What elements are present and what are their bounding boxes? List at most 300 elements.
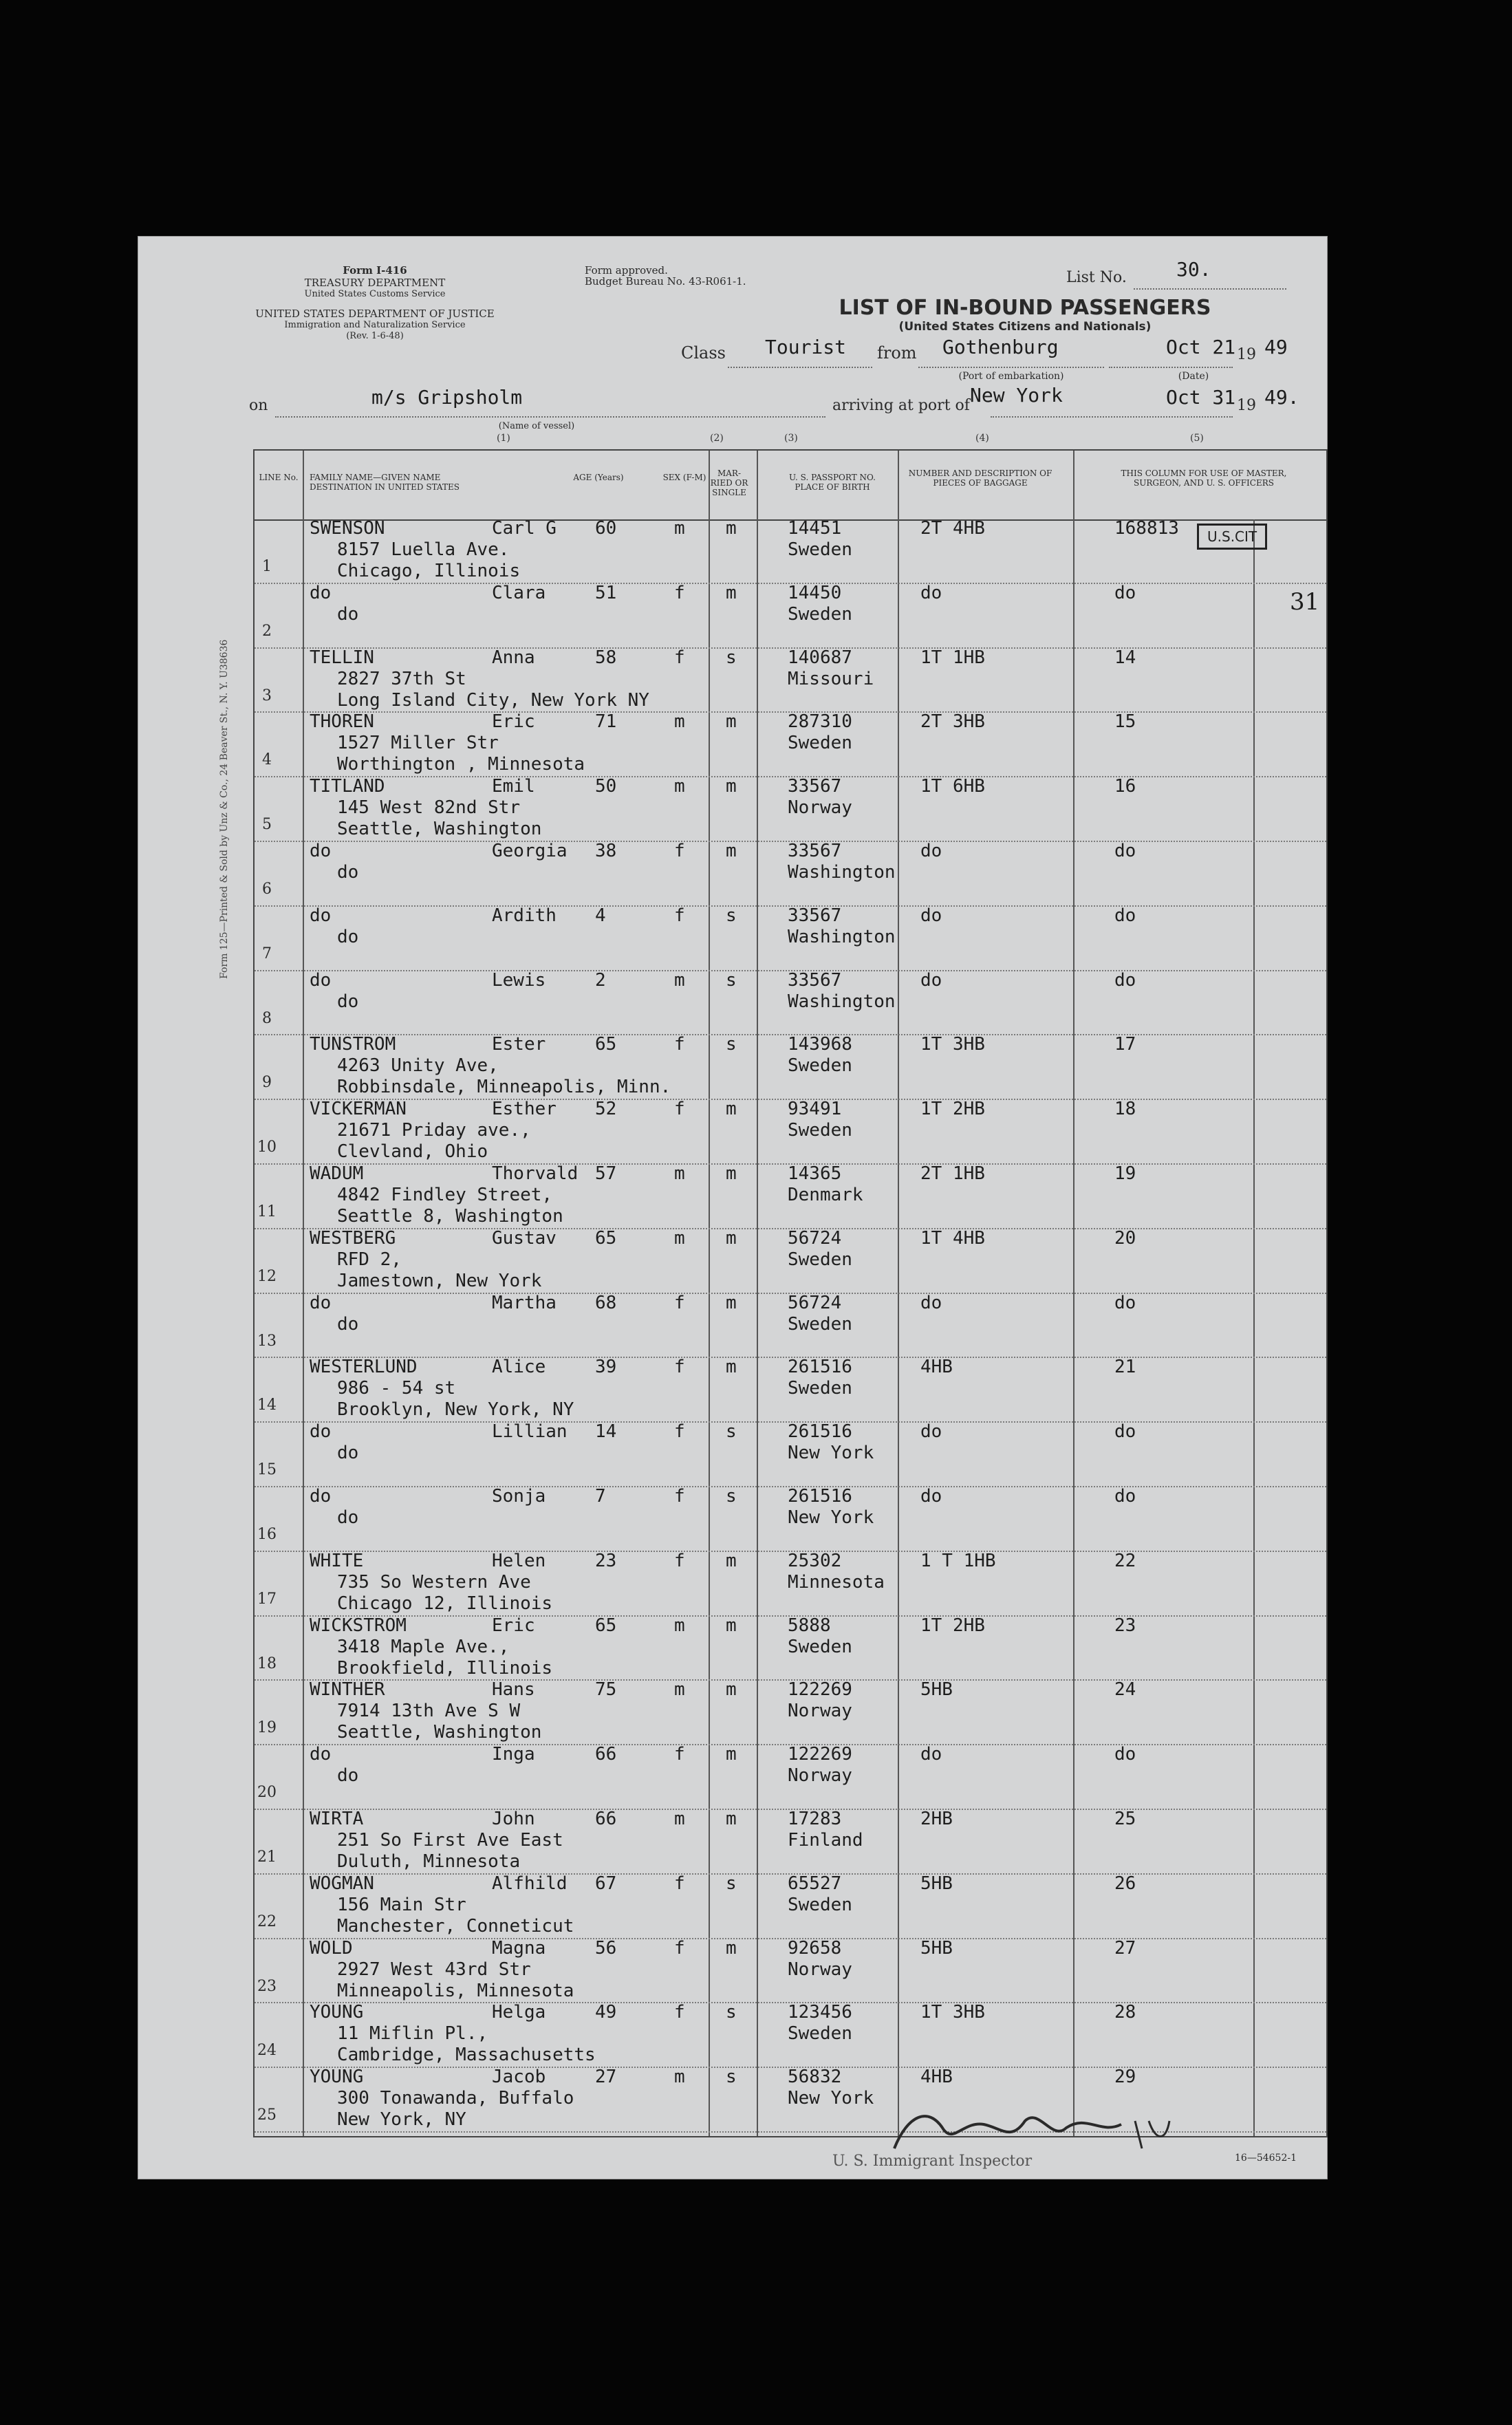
birthplace: Sweden bbox=[788, 539, 852, 560]
margin-page-note: 31 bbox=[1290, 588, 1320, 616]
line-number: 3 bbox=[262, 687, 272, 704]
age: 14 bbox=[595, 1421, 617, 1443]
officer-note: 168813 bbox=[1114, 518, 1179, 539]
family-name: WINTHER bbox=[310, 1679, 385, 1701]
address-line-1: 2827 37th St bbox=[337, 668, 466, 689]
address-line-1: 145 West 82nd Str bbox=[337, 797, 521, 819]
sex: f bbox=[674, 647, 685, 668]
family-name: do bbox=[310, 1292, 332, 1313]
given-name: Hans bbox=[492, 1679, 535, 1701]
baggage: do bbox=[920, 582, 942, 603]
list-no-label: List No. bbox=[1066, 269, 1127, 286]
passport-number: 287310 bbox=[788, 711, 852, 733]
baggage: do bbox=[920, 1421, 942, 1443]
line-number: 19 bbox=[257, 1719, 277, 1737]
manifest-page bbox=[138, 236, 1328, 2179]
line-number: 12 bbox=[257, 1267, 277, 1285]
officer-note: do bbox=[1114, 1486, 1136, 1507]
line-number: 11 bbox=[257, 1203, 277, 1220]
married-single: s bbox=[726, 905, 737, 926]
family-name: TELLIN bbox=[310, 647, 374, 668]
married-single: m bbox=[726, 1550, 737, 1571]
given-name: Lewis bbox=[492, 969, 546, 991]
passport-number: 17283 bbox=[788, 1809, 842, 1829]
table-row bbox=[255, 713, 1326, 777]
given-name: Gustav bbox=[492, 1227, 557, 1249]
birthplace: Sweden bbox=[788, 1636, 852, 1657]
arrival-port: New York bbox=[970, 384, 1063, 407]
officer-note: 27 bbox=[1114, 1937, 1136, 1959]
line-number: 9 bbox=[262, 1074, 272, 1092]
age: 68 bbox=[595, 1292, 617, 1313]
birthplace: Sweden bbox=[788, 1378, 852, 1399]
table-row bbox=[255, 907, 1326, 971]
age: 4 bbox=[595, 905, 606, 926]
manifest-subtitle: (United States Citizens and Nationals) bbox=[898, 320, 1152, 334]
address-line-2: Seattle, Washington bbox=[337, 1722, 542, 1743]
address-line-2: Brooklyn, New York, NY bbox=[337, 1399, 574, 1421]
baggage: 2T 3HB bbox=[920, 711, 985, 733]
married-single: m bbox=[726, 1615, 737, 1636]
baggage: do bbox=[920, 1486, 942, 1507]
officer-note: 16 bbox=[1114, 776, 1136, 797]
table-row bbox=[255, 1875, 1326, 1939]
depart-year-prefix: 19 bbox=[1237, 346, 1256, 363]
officer-note: 15 bbox=[1114, 711, 1136, 733]
family-name: WOGMAN bbox=[310, 1873, 374, 1894]
port-embark-caption: (Port of embarkation) bbox=[958, 371, 1064, 382]
line-number: 22 bbox=[257, 1912, 277, 1930]
age: 67 bbox=[595, 1873, 617, 1894]
married-single: m bbox=[726, 582, 737, 603]
officer-note: 20 bbox=[1114, 1227, 1136, 1249]
baggage: 4HB bbox=[920, 1357, 953, 1378]
table-row bbox=[255, 649, 1326, 713]
officer-note: 25 bbox=[1114, 1809, 1136, 1829]
line-number: 16 bbox=[257, 1526, 277, 1543]
passport-number: 92658 bbox=[788, 1937, 842, 1959]
family-name: WIRTA bbox=[310, 1809, 364, 1829]
family-name: do bbox=[310, 1744, 332, 1765]
baggage: 1 T 1HB bbox=[920, 1550, 996, 1571]
address-line-2: Seattle, Washington bbox=[337, 819, 542, 840]
class-label: Class bbox=[681, 343, 726, 363]
sex: f bbox=[674, 1937, 685, 1959]
married-single: s bbox=[726, 969, 737, 991]
age: 57 bbox=[595, 1163, 617, 1184]
birthplace: New York bbox=[788, 1443, 874, 1464]
col-baggage: NUMBER AND DESCRIPTION OF PIECES OF BAGGAGE bbox=[908, 468, 1052, 488]
inspector-signature-label: U. S. Immigrant Inspector bbox=[832, 2153, 1033, 2170]
passport-number: 123456 bbox=[788, 2002, 852, 2023]
passport-number: 5888 bbox=[788, 1615, 831, 1636]
baggage: do bbox=[920, 969, 942, 991]
age: 65 bbox=[595, 1615, 617, 1636]
baggage: 1T 3HB bbox=[920, 1034, 985, 1055]
passport-number: 14450 bbox=[788, 582, 842, 603]
sex: m bbox=[674, 1227, 685, 1249]
birthplace: Washington bbox=[788, 862, 896, 883]
family-name: do bbox=[310, 1421, 332, 1443]
married-single: m bbox=[726, 1357, 737, 1378]
address-line-1: 251 So First Ave East bbox=[337, 1830, 563, 1851]
birthplace: Norway bbox=[788, 797, 852, 819]
passport-number: 33567 bbox=[788, 905, 842, 926]
arriving-label: arriving at port of bbox=[832, 397, 970, 414]
passport-number: 261516 bbox=[788, 1357, 852, 1378]
married-single: m bbox=[726, 1679, 737, 1701]
officer-note: 22 bbox=[1114, 1550, 1136, 1571]
sex: f bbox=[674, 1550, 685, 1571]
address-line-1: 2927 West 43rd Str bbox=[337, 1959, 531, 1980]
address-line-2: Jamestown, New York bbox=[337, 1270, 542, 1291]
address-line-1: 4842 Findley Street, bbox=[337, 1185, 553, 1205]
married-single: s bbox=[726, 2067, 737, 2088]
baggage: 1T 4HB bbox=[920, 1227, 985, 1249]
on-label: on bbox=[249, 397, 268, 414]
address-line-2: Clevland, Ohio bbox=[337, 1141, 488, 1163]
address-line-2: Seattle 8, Washington bbox=[337, 1206, 563, 1227]
line-number: 10 bbox=[257, 1139, 277, 1156]
table-row bbox=[255, 1165, 1326, 1229]
birthplace: Sweden bbox=[788, 733, 852, 754]
inspector-signature bbox=[881, 2100, 1183, 2162]
from-port: Gothenburg bbox=[942, 336, 1059, 358]
birthplace: Minnesota bbox=[788, 1571, 885, 1593]
married-single: m bbox=[726, 1292, 737, 1313]
list-number: 30. bbox=[1176, 258, 1211, 281]
address-line-1: 7914 13th Ave S W bbox=[337, 1701, 521, 1722]
age: 38 bbox=[595, 841, 617, 861]
married-single: s bbox=[726, 1421, 737, 1443]
col-number-2: (2) bbox=[710, 433, 724, 444]
address-line-1: 11 Miflin Pl., bbox=[337, 2023, 488, 2045]
table-row bbox=[255, 584, 1326, 649]
address-line-1: do bbox=[337, 862, 359, 883]
given-name: Eric bbox=[492, 711, 535, 733]
col-number-4: (4) bbox=[975, 433, 989, 444]
family-name: do bbox=[310, 1486, 332, 1507]
age: 65 bbox=[595, 1227, 617, 1249]
sex: f bbox=[674, 582, 685, 603]
sex: f bbox=[674, 1034, 685, 1055]
sex: m bbox=[674, 1163, 685, 1184]
family-name: do bbox=[310, 841, 332, 861]
col-age: AGE (Years) bbox=[573, 473, 624, 482]
married-single: m bbox=[726, 1809, 737, 1829]
given-name: Magna bbox=[492, 1937, 546, 1959]
passport-number: 65527 bbox=[788, 1873, 842, 1894]
officer-note: do bbox=[1114, 582, 1136, 603]
given-name: Helga bbox=[492, 2002, 546, 2023]
baggage: do bbox=[920, 905, 942, 926]
given-name: Ardith bbox=[492, 905, 557, 926]
age: 23 bbox=[595, 1550, 617, 1571]
baggage: 1T 2HB bbox=[920, 1099, 985, 1120]
arrival-date: Oct 31 bbox=[1166, 386, 1236, 409]
age: 52 bbox=[595, 1099, 617, 1120]
married-single: m bbox=[726, 1937, 737, 1959]
date-caption: (Date) bbox=[1178, 371, 1209, 382]
line-number: 24 bbox=[257, 2042, 277, 2060]
address-line-1: 986 - 54 st bbox=[337, 1378, 456, 1399]
family-name: WHITE bbox=[310, 1550, 364, 1571]
family-name: WESTERLUND bbox=[310, 1357, 418, 1378]
married-single: m bbox=[726, 776, 737, 797]
birthplace: Sweden bbox=[788, 1120, 852, 1141]
age: 49 bbox=[595, 2002, 617, 2023]
birthplace: Norway bbox=[788, 1765, 852, 1787]
given-name: Alice bbox=[492, 1357, 546, 1378]
age: 66 bbox=[595, 1744, 617, 1765]
age: 50 bbox=[595, 776, 617, 797]
officer-note: do bbox=[1114, 1421, 1136, 1443]
justice-dept: UNITED STATES DEPARTMENT OF JUSTICE bbox=[255, 308, 495, 320]
form-approved: Form approved. bbox=[585, 264, 668, 277]
married-single: s bbox=[726, 1873, 737, 1894]
married-single: m bbox=[726, 1227, 737, 1249]
given-name: Inga bbox=[492, 1744, 535, 1765]
given-name: Thorvald bbox=[492, 1163, 579, 1184]
address-line-2: Manchester, Conneticut bbox=[337, 1915, 574, 1937]
table-row bbox=[255, 1745, 1326, 1810]
table-row bbox=[255, 1100, 1326, 1165]
table-row bbox=[255, 842, 1326, 907]
family-name: WESTBERG bbox=[310, 1227, 396, 1249]
table-row bbox=[255, 1681, 1326, 1745]
sex: f bbox=[674, 1486, 685, 1507]
passport-number: 261516 bbox=[788, 1421, 852, 1443]
passport-number: 261516 bbox=[788, 1486, 852, 1507]
age: 7 bbox=[595, 1486, 606, 1507]
passport-number: 33567 bbox=[788, 969, 842, 991]
vessel-name: m/s Gripsholm bbox=[371, 386, 523, 409]
customs-service: United States Customs Service bbox=[304, 289, 446, 299]
address-line-1: 8157 Luella Ave. bbox=[337, 539, 510, 560]
given-name: Jacob bbox=[492, 2067, 546, 2088]
table-row bbox=[255, 777, 1326, 842]
married-single: m bbox=[726, 1099, 737, 1120]
line-number: 15 bbox=[257, 1461, 277, 1479]
baggage: 2HB bbox=[920, 1809, 953, 1829]
address-line-1: do bbox=[337, 1507, 359, 1528]
baggage: 5HB bbox=[920, 1873, 953, 1894]
family-name: WADUM bbox=[310, 1163, 364, 1184]
address-line-1: 735 So Western Ave bbox=[337, 1571, 531, 1593]
given-name: Ester bbox=[492, 1034, 546, 1055]
married-single: s bbox=[726, 1034, 737, 1055]
birthplace: Denmark bbox=[788, 1185, 863, 1205]
table-row bbox=[255, 1617, 1326, 1681]
baggage: 4HB bbox=[920, 2067, 953, 2088]
baggage: do bbox=[920, 1744, 942, 1765]
vessel-caption: (Name of vessel) bbox=[498, 421, 575, 431]
line-number: 6 bbox=[262, 881, 272, 898]
passport-number: 25302 bbox=[788, 1550, 842, 1571]
sex: m bbox=[674, 1809, 685, 1829]
passport-number: 56724 bbox=[788, 1292, 842, 1313]
budget-bureau: Budget Bureau No. 43-R061-1. bbox=[585, 275, 746, 288]
officer-note: do bbox=[1114, 969, 1136, 991]
depart-year: 49 bbox=[1264, 336, 1288, 358]
officer-note: do bbox=[1114, 905, 1136, 926]
col-number-3: (3) bbox=[784, 433, 798, 444]
address-line-2: New York, NY bbox=[337, 2109, 466, 2131]
table-row bbox=[255, 1810, 1326, 1875]
sex: m bbox=[674, 1615, 685, 1636]
sex: f bbox=[674, 2002, 685, 2023]
col-sex: SEX (F-M) bbox=[662, 473, 706, 482]
ins-service: Immigration and Naturalization Service bbox=[284, 320, 466, 330]
address-line-1: 1527 Miller Str bbox=[337, 733, 499, 754]
address-line-2: Cambridge, Massachusetts bbox=[337, 2045, 596, 2066]
sex: f bbox=[674, 1421, 685, 1443]
age: 39 bbox=[595, 1357, 617, 1378]
family-name: WOLD bbox=[310, 1937, 353, 1959]
baggage: 1T 6HB bbox=[920, 776, 985, 797]
married-single: s bbox=[726, 647, 737, 668]
arrival-year-prefix: 19 bbox=[1237, 397, 1256, 414]
table-row bbox=[255, 1035, 1326, 1100]
manifest-title: LIST OF IN-BOUND PASSENGERS bbox=[839, 296, 1211, 320]
family-name: do bbox=[310, 582, 332, 603]
sex: f bbox=[674, 1292, 685, 1313]
birthplace: Sweden bbox=[788, 2023, 852, 2045]
age: 56 bbox=[595, 1937, 617, 1959]
address-line-1: RFD 2, bbox=[337, 1249, 402, 1270]
officer-note: 19 bbox=[1114, 1163, 1136, 1184]
married-single: m bbox=[726, 518, 737, 539]
passport-number: 93491 bbox=[788, 1099, 842, 1120]
col-name-destination: FAMILY NAME—GIVEN NAME DESTINATION IN UNITED STATES bbox=[310, 473, 460, 492]
form-number: Form I-416 bbox=[343, 264, 407, 277]
baggage: 1T 2HB bbox=[920, 1615, 985, 1636]
line-number: 14 bbox=[257, 1397, 277, 1414]
col-number-1: (1) bbox=[497, 433, 510, 444]
given-name: Carl G bbox=[492, 518, 557, 539]
col-number-5: (5) bbox=[1190, 433, 1204, 444]
address-line-1: 21671 Priday ave., bbox=[337, 1120, 531, 1141]
birthplace: Missouri bbox=[788, 668, 874, 689]
address-line-2: Minneapolis, Minnesota bbox=[337, 1980, 574, 2001]
birthplace: Washington bbox=[788, 991, 896, 1012]
table-row bbox=[255, 1358, 1326, 1423]
sex: f bbox=[674, 1873, 685, 1894]
given-name: Esther bbox=[492, 1099, 557, 1120]
line-number: 23 bbox=[257, 1977, 277, 1995]
table-row bbox=[255, 1487, 1326, 1552]
form-print-code: 16—54652-1 bbox=[1235, 2153, 1297, 2164]
address-line-1: do bbox=[337, 1765, 359, 1787]
family-name: do bbox=[310, 969, 332, 991]
address-line-2: Chicago 12, Illinois bbox=[337, 1593, 553, 1614]
line-number: 20 bbox=[257, 1784, 277, 1802]
address-line-2: Robbinsdale, Minneapolis, Minn. bbox=[337, 1077, 671, 1098]
given-name: Emil bbox=[492, 776, 535, 797]
officer-note: do bbox=[1114, 1292, 1136, 1313]
line-number: 4 bbox=[262, 751, 272, 769]
family-name: do bbox=[310, 905, 332, 926]
birthplace: Sweden bbox=[788, 603, 852, 625]
passport-number: 122269 bbox=[788, 1679, 852, 1701]
table-row bbox=[255, 1229, 1326, 1294]
address-line-1: 156 Main Str bbox=[337, 1894, 466, 1915]
married-single: m bbox=[726, 1163, 737, 1184]
sex: f bbox=[674, 1744, 685, 1765]
officer-note: 29 bbox=[1114, 2067, 1136, 2088]
passport-number: 14365 bbox=[788, 1163, 842, 1184]
address-line-1: do bbox=[337, 1313, 359, 1335]
table-row bbox=[255, 1939, 1326, 2004]
age: 51 bbox=[595, 582, 617, 603]
address-line-1: do bbox=[337, 603, 359, 625]
sex: f bbox=[674, 905, 685, 926]
class-value: Tourist bbox=[765, 336, 847, 358]
birthplace: Norway bbox=[788, 1959, 852, 1980]
given-name: John bbox=[492, 1809, 535, 1829]
address-line-1: do bbox=[337, 1443, 359, 1464]
col-passport-birth: U. S. PASSPORT NO. PLACE OF BIRTH bbox=[789, 473, 876, 492]
family-name: WICKSTROM bbox=[310, 1615, 407, 1636]
married-single: m bbox=[726, 841, 737, 861]
address-line-2: Worthington , Minnesota bbox=[337, 754, 585, 775]
officer-note: 17 bbox=[1114, 1034, 1136, 1055]
given-name: Georgia bbox=[492, 841, 568, 861]
col-married-single: MAR-RIED OR SINGLE bbox=[710, 468, 748, 497]
baggage: 2T 4HB bbox=[920, 518, 985, 539]
address-line-1: do bbox=[337, 991, 359, 1012]
birthplace: New York bbox=[788, 2088, 874, 2109]
given-name: Anna bbox=[492, 647, 535, 668]
table-row bbox=[255, 1552, 1326, 1617]
baggage: 2T 1HB bbox=[920, 1163, 985, 1184]
family-name: YOUNG bbox=[310, 2067, 364, 2088]
officer-note: 26 bbox=[1114, 1873, 1136, 1894]
officer-note: 18 bbox=[1114, 1099, 1136, 1120]
birthplace: Sweden bbox=[788, 1249, 852, 1270]
table-row bbox=[255, 1294, 1326, 1359]
us-citizen-stamp: U.S.CIT bbox=[1197, 524, 1267, 550]
passport-number: 143968 bbox=[788, 1034, 852, 1055]
table-header bbox=[255, 451, 1326, 521]
line-number: 7 bbox=[262, 945, 272, 962]
family-name: YOUNG bbox=[310, 2002, 364, 2023]
table-row bbox=[255, 2003, 1326, 2068]
baggage: 1T 1HB bbox=[920, 647, 985, 668]
from-label: from bbox=[877, 343, 917, 363]
sex: m bbox=[674, 1679, 685, 1701]
line-number: 5 bbox=[262, 816, 272, 834]
address-line-2: Duluth, Minnesota bbox=[337, 1851, 521, 1872]
officer-note: do bbox=[1114, 1744, 1136, 1765]
address-line-1: do bbox=[337, 926, 359, 947]
married-single: s bbox=[726, 2002, 737, 2023]
address-line-1: 300 Tonawanda, Buffalo bbox=[337, 2088, 574, 2109]
sex: m bbox=[674, 2067, 685, 2088]
table-row bbox=[255, 971, 1326, 1036]
passport-number: 56724 bbox=[788, 1227, 842, 1249]
officer-note: do bbox=[1114, 841, 1136, 861]
officer-note: 24 bbox=[1114, 1679, 1136, 1701]
officer-note: 21 bbox=[1114, 1357, 1136, 1378]
col-officers: THIS COLUMN FOR USE OF MASTER, SURGEON, AND U. S. OFFICERS bbox=[1121, 468, 1287, 488]
given-name: Clara bbox=[492, 582, 546, 603]
age: 66 bbox=[595, 1809, 617, 1829]
passport-number: 14451 bbox=[788, 518, 842, 539]
baggage: 1T 3HB bbox=[920, 2002, 985, 2023]
passport-number: 140687 bbox=[788, 647, 852, 668]
line-number: 13 bbox=[257, 1332, 277, 1350]
